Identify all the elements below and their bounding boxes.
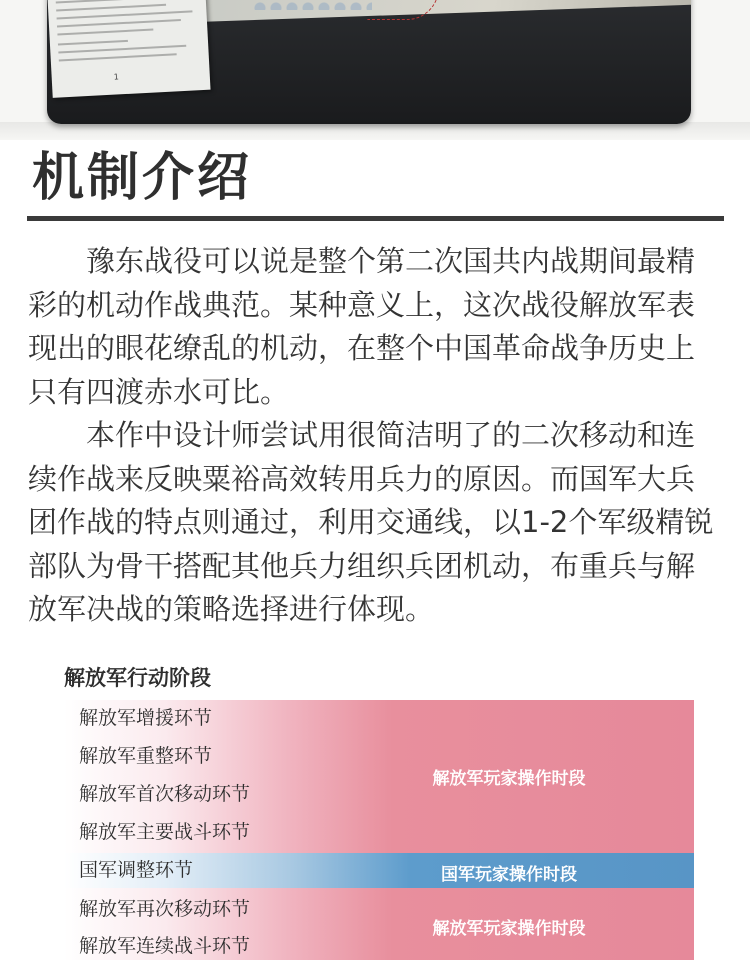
heading-divider: [27, 216, 724, 221]
hex-grid: [252, 0, 372, 10]
game-photo: [0, 0, 750, 140]
phase-row: 解放军再次移动环节: [79, 898, 251, 920]
phase-row: 解放军增援环节: [79, 707, 213, 729]
rules-text-line: [56, 4, 166, 12]
photo-shadow: [0, 122, 750, 140]
phase-table: [64, 700, 694, 960]
paragraph: 豫东战役可以说是整个第二次国共内战期间最精彩的机动作战典范。某种意义上，这次战役解放军表现出的眼花缭乱的机动，在整个中国革命战争历史上只有四渡赤水可比。: [28, 244, 696, 409]
phase-row: 解放军首次移动环节: [79, 783, 251, 805]
body-text: [28, 240, 722, 632]
rules-text-line: [58, 40, 128, 46]
kmt-operation-label: 国军玩家操作时段: [441, 865, 577, 885]
rules-text-line: [56, 0, 188, 4]
rules-text-line: [59, 53, 177, 61]
phase-row: 解放军连续战斗环节: [79, 935, 251, 957]
rules-text-line: [58, 45, 186, 54]
pla-operation-label: 解放军玩家操作时段: [432, 919, 586, 939]
pla-operation-label: 解放军玩家操作时段: [432, 769, 586, 789]
rules-text-line: [57, 19, 181, 27]
phase-row: 解放军主要战斗环节: [79, 821, 251, 843]
phase-row: 国军调整环节: [79, 859, 194, 881]
phase-row: 解放军重整环节: [79, 745, 213, 767]
map-route-line: [367, 0, 439, 20]
rules-text-line: [57, 10, 193, 19]
rules-text-line: [57, 28, 153, 35]
phase-table-title: 解放军行动阶段: [64, 666, 211, 690]
page-number: 1: [113, 72, 120, 82]
game-board-photo: [47, 0, 691, 124]
paragraph: 本作中设计师尝试用很简洁明了的二次移动和连续作战来反映粟裕高效转用兵力的原因。而国军大兵团作战的特点则通过，利用交通线，以1-2个军级精锐部队为骨干搭配其他兵力组织兵团机动，布重兵与解放军决战的策略选择进行体现。: [28, 418, 714, 626]
section-heading: 机制介绍: [32, 148, 253, 208]
rules-sheet: [47, 0, 211, 98]
